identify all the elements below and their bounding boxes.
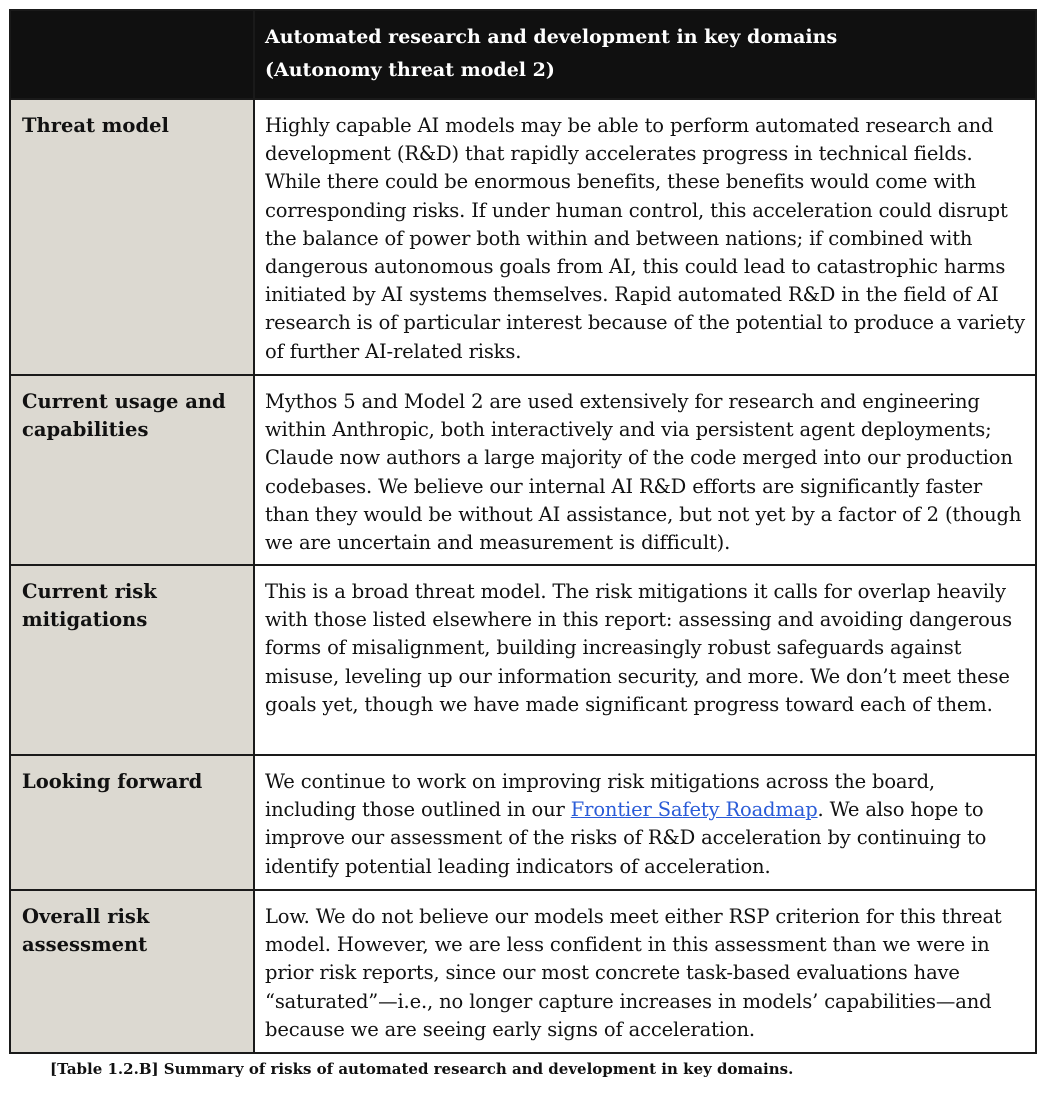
looking-forward-text-before: We continue to work on improving risk mitigations across the board, including those outlined in our [265, 770, 935, 822]
row-text-current-mitigations: This is a broad threat model. The risk mitigations it calls for overlap heavily with those listed elsewhere in this report: assessing and avoiding dangerous forms of misalignment, building increasingly robust safeguards against misuse, leveling up our information security, and more. We don’t meet these goals yet, though we have made significant progress toward each of them. [254, 565, 1036, 755]
table-subtitle: (Autonomy threat model 2) [265, 59, 555, 81]
row-text-overall-assessment: Low. We do not believe our models meet either RSP criterion for this threat model. However, we are less confident in this assessment than we were in prior risk reports, since our most concrete task-based evaluations have “saturated”—i.e., no longer capture increases in models’ capabilities—and because we are seeing early signs of acceleration. [254, 890, 1036, 1053]
table-caption: [Table 1.2.B] Summary of risks of automated research and development in key domains. [50, 1060, 794, 1078]
frontier-safety-roadmap-link[interactable]: Frontier Safety Roadmap [570, 798, 818, 822]
row-label-current-mitigations: Current risk mitigations [10, 565, 254, 755]
looking-forward-text-after: . We also hope to improve our assessment of the risks of R&D acceleration by continuing to identify potential leading indicators of acceleration. [265, 798, 987, 878]
row-label-looking-forward: Looking forward [10, 755, 254, 890]
row-label-current-usage: Current usage and capabilities [10, 375, 254, 565]
row-text-looking-forward [254, 755, 1036, 890]
table-row-current-usage [10, 375, 1036, 565]
table-title: Automated research and development in key domains [265, 26, 838, 48]
header-corner-cell [10, 10, 254, 99]
row-label-threat-model: Threat model [10, 99, 254, 375]
table-row-threat-model [10, 99, 1036, 375]
table-row-overall-assessment [10, 890, 1036, 1053]
table-header-row [10, 10, 1036, 99]
row-label-overall-assessment: Overall risk assessment [10, 890, 254, 1053]
table-title-cell [254, 10, 1036, 99]
row-text-threat-model: Highly capable AI models may be able to perform automated research and development (R&D) that rapidly accelerates progress in technical fields. While there could be enormous benefits, these benefits would come with corresponding risks. If under human control, this acceleration could disrupt the balance of power both within and between nations; if combined with dangerous autonomous goals from AI, this could lead to catastrophic harms initiated by AI systems themselves. Rapid automated R&D in the field of AI research is of particular interest because of the potential to produce a variety of further AI-related risks. [254, 99, 1036, 375]
table-row-looking-forward [10, 755, 1036, 890]
row-text-current-usage: Mythos 5 and Model 2 are used extensively for research and engineering within Anthropic, both interactively and via persistent agent deployments; Claude now authors a large majority of the code merged into our production codebases. We believe our internal AI R&D efforts are significantly faster than they would be without AI assistance, but not yet by a factor of 2 (though we are uncertain and measurement is difficult). [254, 375, 1036, 565]
table-row-current-mitigations [10, 565, 1036, 755]
risk-summary-table [9, 9, 1037, 1054]
